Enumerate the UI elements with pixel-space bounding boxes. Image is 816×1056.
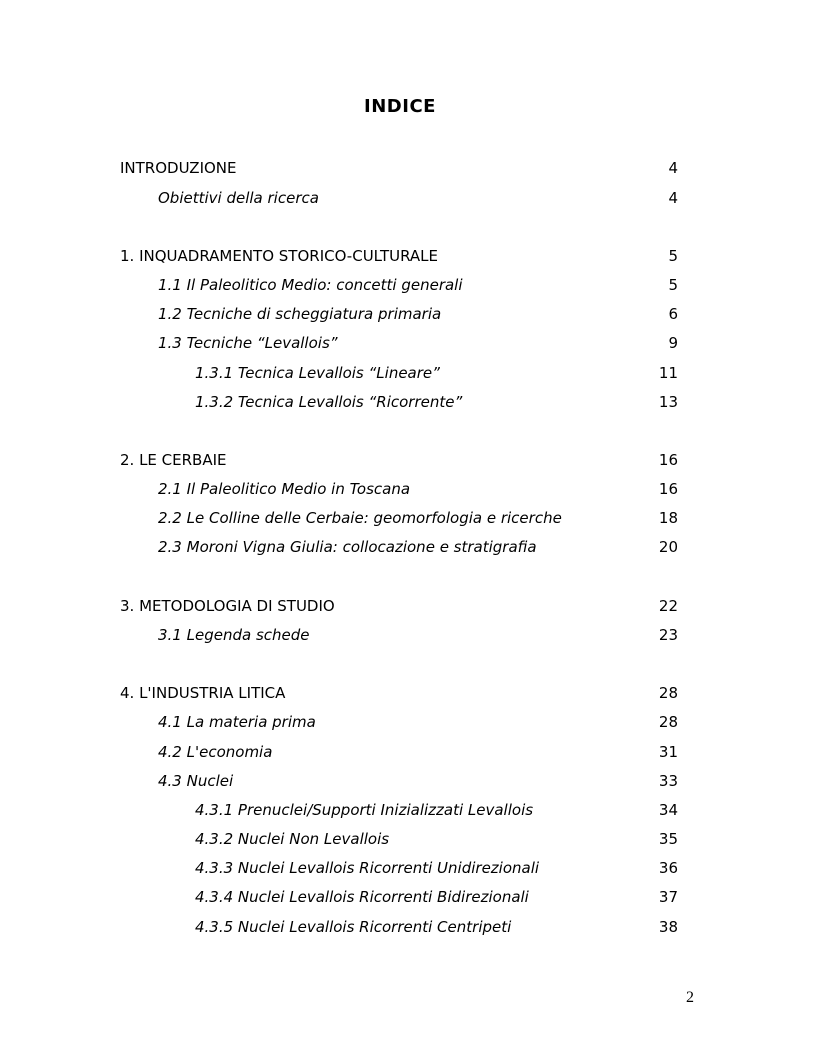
toc-entry-label: 2.3 Moroni Vigna Giulia: collocazione e stratigrafia: [158, 538, 537, 556]
toc-entry-page: 6: [668, 305, 678, 323]
toc-entry-label: 1.1 Il Paleolitico Medio: concetti generali: [158, 276, 463, 294]
toc-entry-label: 1.3 Tecniche “Levallois”: [158, 334, 338, 352]
toc-entry-label: 4.1 La materia prima: [158, 713, 316, 731]
toc-entry-label: 2.1 Il Paleolitico Medio in Toscana: [158, 480, 411, 498]
toc-entry-4-3-5[interactable]: [0, 916, 816, 938]
toc-entry-label: 1. INQUADRAMENTO STORICO-CULTURALE: [120, 247, 439, 265]
toc-entry-4-3-4[interactable]: [0, 886, 816, 908]
toc-entry-page: 34: [658, 801, 678, 819]
page-number: 2: [686, 989, 694, 1006]
toc-entry-page: 28: [658, 684, 678, 702]
toc-entry-4-3-3[interactable]: [0, 857, 816, 879]
toc-entry-page: 38: [658, 918, 678, 936]
toc-entry-page: 16: [658, 451, 678, 469]
toc-entry-4-3[interactable]: [0, 770, 816, 792]
toc-entry-label: 2.2 Le Colline delle Cerbaie: geomorfologia e ricerche: [158, 509, 562, 527]
toc-entry-introduzione[interactable]: [0, 157, 816, 179]
toc-entry-label: 4.3.4 Nuclei Levallois Ricorrenti Bidirezionali: [195, 888, 529, 906]
toc-entry-label: 4. L'INDUSTRIA LITICA: [120, 684, 286, 702]
toc-entry-page: 23: [658, 626, 678, 644]
toc-entry-2-1[interactable]: [0, 478, 816, 500]
toc-entry-label: 2. LE CERBAIE: [120, 451, 227, 469]
toc-entry-2-2[interactable]: [0, 507, 816, 529]
toc-entry-1-3[interactable]: [0, 332, 816, 354]
toc-entry-page: 5: [668, 276, 678, 294]
toc-entry-page: 33: [658, 772, 678, 790]
toc-entry-page: 13: [658, 393, 678, 411]
toc-entry-chapter-2[interactable]: [0, 449, 816, 471]
toc-entry-page: 11: [658, 364, 678, 382]
toc-entry-4-1[interactable]: [0, 711, 816, 733]
toc-entry-2-3[interactable]: [0, 536, 816, 558]
toc-entry-label: 3. METODOLOGIA DI STUDIO: [120, 597, 335, 615]
toc-entry-4-3-1[interactable]: [0, 799, 816, 821]
toc-entry-chapter-3[interactable]: [0, 595, 816, 617]
toc-entry-4-2[interactable]: [0, 741, 816, 763]
toc-entry-1-2[interactable]: [0, 303, 816, 325]
toc-entry-label: 4.3 Nuclei: [158, 772, 234, 790]
toc-entry-page: 31: [658, 743, 678, 761]
toc-entry-page: 4: [668, 159, 678, 177]
toc-entry-page: 20: [658, 538, 678, 556]
toc-entry-label: 4.3.2 Nuclei Non Levallois: [195, 830, 390, 848]
toc-entry-label: 1.2 Tecniche di scheggiatura primaria: [158, 305, 442, 323]
toc-entry-page: 9: [668, 334, 678, 352]
toc-entry-label: 1.3.1 Tecnica Levallois “Lineare”: [195, 364, 440, 382]
toc-entry-obiettivi[interactable]: [0, 187, 816, 209]
toc-entry-1-3-2[interactable]: [0, 391, 816, 413]
toc-entry-label: Obiettivi della ricerca: [158, 189, 319, 207]
toc-entry-3-1[interactable]: [0, 624, 816, 646]
toc-entry-label: INTRODUZIONE: [120, 159, 237, 177]
toc-entry-chapter-1[interactable]: [0, 245, 816, 267]
toc-entry-page: 4: [668, 189, 678, 207]
toc-entry-page: 18: [658, 509, 678, 527]
toc-entry-4-3-2[interactable]: [0, 828, 816, 850]
toc-entry-page: 22: [658, 597, 678, 615]
toc-entry-page: 28: [658, 713, 678, 731]
toc-entry-page: 36: [658, 859, 678, 877]
toc-entry-page: 5: [668, 247, 678, 265]
toc-entry-chapter-4[interactable]: [0, 682, 816, 704]
toc-entry-label: 4.3.3 Nuclei Levallois Ricorrenti Unidirezionali: [195, 859, 540, 877]
toc-entry-page: 35: [658, 830, 678, 848]
toc-entry-label: 4.3.1 Prenuclei/Supporti Inizializzati Levallois: [195, 801, 534, 819]
toc-entry-label: 4.3.5 Nuclei Levallois Ricorrenti Centripeti: [195, 918, 512, 936]
toc-entry-page: 16: [658, 480, 678, 498]
toc-entry-1-1[interactable]: [0, 274, 816, 296]
toc-entry-page: 37: [658, 888, 678, 906]
toc-entry-label: 1.3.2 Tecnica Levallois “Ricorrente”: [195, 393, 463, 411]
toc-entry-label: 4.2 L'economia: [158, 743, 273, 761]
toc-entry-label: 3.1 Legenda schede: [158, 626, 310, 644]
toc-entry-1-3-1[interactable]: [0, 362, 816, 384]
page-title: INDICE: [364, 96, 436, 117]
